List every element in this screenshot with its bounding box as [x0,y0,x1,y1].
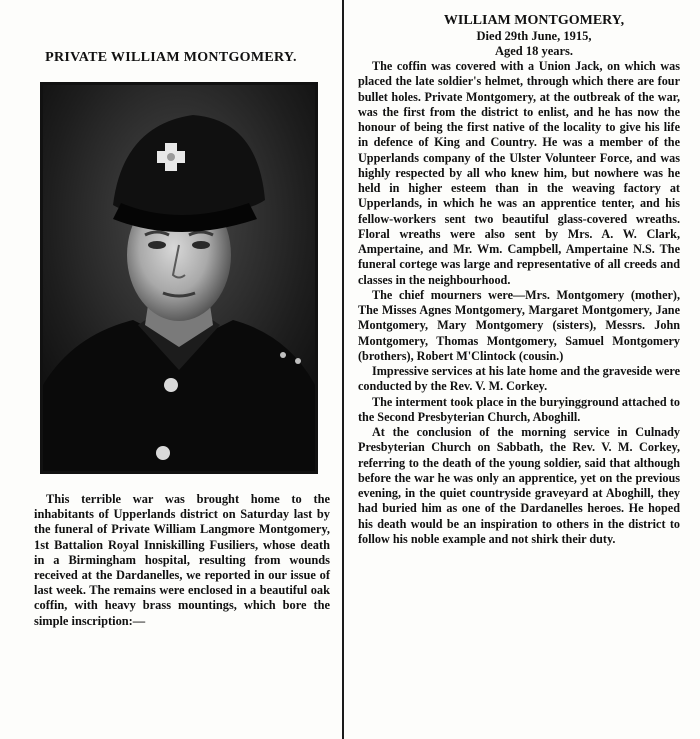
soldier-portrait-photo [40,82,318,474]
column-divider [342,0,344,739]
article-paragraph-2: The chief mourners were—Mrs. Montgomery (mother), The Misses Agnes Montgomery, Margaret Montgomery, Jane Montgomery, Mary Montgomery (sisters), Messrs. John Montgomery, Thomas Montgomery, Samuel Montgomery (brothers), Robert M'Clintock (cousin.) [358,287,680,363]
article-paragraph-5: At the conclusion of the morning service in Culnady Presbyterian Church on Sabbath, the Rev. V. M. Corkey, referring to the death of the young soldier, said that although before the war he was only an apprentice, yet on the previous evening, in the quiet countryside graveyard at Aboghill, they had buried him as one of the Dardanelles heroes. He hoped his death would be an inspiration to others in the district to follow his noble example and not shirk their duty. [358,425,680,546]
article-paragraph-1: The coffin was covered with a Union Jack, on which was placed the late soldier's helmet, through which there are four bullet holes. Private Montgomery, at the outbreak of the war, was the first from the district to enlist, and he has now the honour of being the first native of the locality to give his life in defence of King and Country. He was a member of the Upperlands company of the Ulster Volunteer Force, and was highly respected by all who knew him, but nowhere was he held in higher esteem than in the weaving factory at Upperlands, in which he was an apprentice tenter, and his fellow-workers sent two beautiful glass-covered wreaths. Floral wreaths were also sent by Mrs. A. W. Clark, Ampertaine, and Mr. Wm. Campbell, Ampertaine N.S. The funeral cortege was large and representative of all creeds and classes in the neighbourhood. [358,59,680,287]
inscription-age: Aged 18 years. [494,44,574,58]
article-paragraph-4: The interment took place in the buryingground attached to the Second Presbyterian Church, Aboghill. [358,394,680,424]
article-paragraph-3: Impressive services at his late home and the graveside were conducted by the Rev. V. M. Corkey. [358,364,680,394]
inscription-died: Died 29th June, 1915, [476,29,592,43]
left-heading: PRIVATE WILLIAM MONTGOMERY. [45,50,297,65]
right-column [358,12,680,547]
left-article-paragraph: This terrible war was brought home to the inhabitants of Upperlands district on Saturday last by the funeral of Private William Langmore Montgomery, 1st Battalion Royal Inniskilling Fusiliers, whose death in a Birmingham hospital, resulting from wounds received at the Dardanelles, we reported in our issue of last week. The remains were enclosed in a beautiful oak coffin, with heavy brass mountings, which bore the simple inscription:— [34,492,330,628]
inscription-name: WILLIAM MONTGOMERY, [443,13,625,28]
portrait-image [43,85,315,471]
